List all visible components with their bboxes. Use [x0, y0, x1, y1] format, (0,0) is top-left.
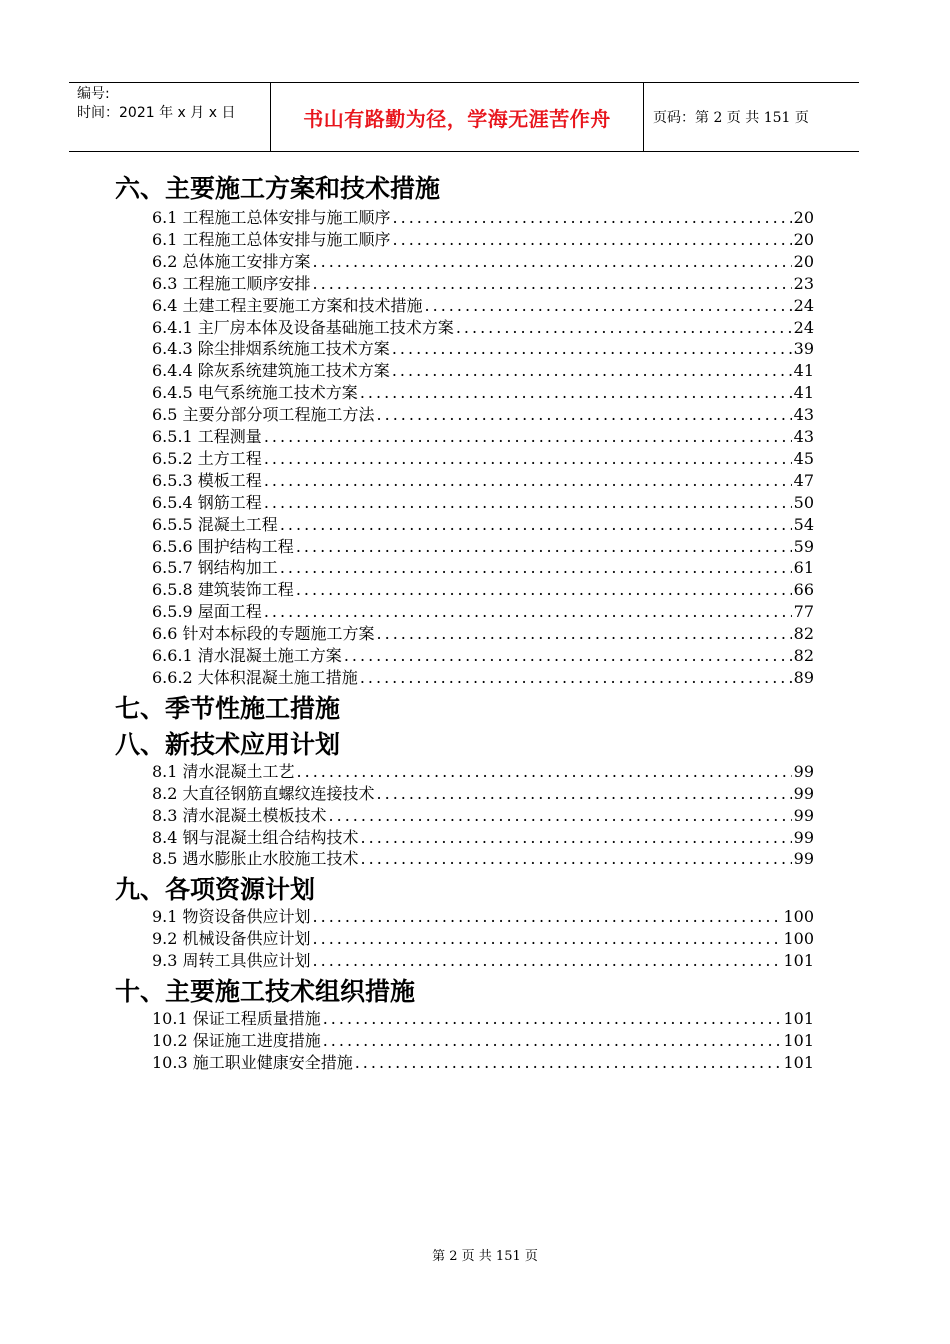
toc-entry[interactable] [152, 1007, 814, 1029]
toc-chapter-heading: 六、主要施工方案和技术措施 [115, 174, 441, 203]
toc-dot-leader [264, 471, 792, 491]
toc-entry[interactable] [152, 666, 814, 688]
toc-chapter-heading: 十、主要施工技术组织措施 [115, 977, 416, 1006]
toc-entry-title: 6.5.8 建筑装饰工程 [152, 580, 294, 600]
toc-dot-leader [425, 296, 792, 316]
toc-entry[interactable] [152, 491, 814, 513]
toc-entry-title: 6.6 针对本标段的专题施工方案 [152, 624, 375, 644]
toc-entry-title: 6.3 工程施工顺序安排 [152, 273, 311, 293]
toc-entry-page: 99 [793, 849, 814, 869]
toc-entry-page: 101 [783, 951, 814, 971]
toc-dot-leader [264, 449, 792, 469]
toc-entry-title: 8.1 清水混凝土工艺 [152, 761, 295, 781]
toc-dot-leader [392, 339, 792, 359]
toc-entry[interactable] [152, 316, 814, 338]
document-number-label: 编号: [77, 86, 110, 102]
toc-entry-title: 10.3 施工职业健康安全措施 [152, 1052, 353, 1072]
toc-entry-page: 101 [783, 1030, 814, 1050]
toc-entry-page: 101 [783, 1009, 814, 1028]
toc-entry[interactable] [152, 403, 814, 425]
toc-dot-leader [313, 929, 782, 949]
toc-entry-title: 6.4.1 主厂房本体及设备基础施工技术方案 [152, 317, 454, 337]
toc-dot-leader [323, 1031, 782, 1051]
toc-entry-page: 66 [793, 580, 814, 600]
toc-entry-page: 41 [793, 383, 814, 403]
toc-dot-leader [456, 318, 792, 338]
toc-entry-page: 20 [793, 251, 814, 271]
toc-entry-title: 8.5 遇水膨胀止水胶施工技术 [152, 849, 359, 869]
toc-entry[interactable] [152, 847, 814, 869]
toc-entry[interactable] [152, 1029, 814, 1051]
toc-entry[interactable] [152, 782, 814, 804]
toc-entry-page: 77 [793, 602, 814, 622]
toc-entry-title: 6.6.2 大体积混凝土施工措施 [152, 667, 358, 687]
toc-entry-title: 6.5.3 模板工程 [152, 470, 262, 490]
toc-entry[interactable] [152, 644, 814, 666]
toc-entry-title: 6.5 主要分部分项工程施工方法 [152, 405, 375, 425]
toc-entry-page: 50 [793, 492, 814, 512]
toc-entry[interactable] [152, 578, 814, 600]
toc-entry-page: 100 [783, 929, 814, 949]
toc-entry-page: 24 [793, 317, 814, 337]
toc-dot-leader [313, 274, 792, 294]
toc-entry-page: 41 [793, 361, 814, 381]
toc-entry-page: 101 [783, 1052, 814, 1072]
toc-entry[interactable] [152, 760, 814, 782]
toc-entry-page: 100 [783, 907, 814, 927]
toc-entry-page: 20 [793, 208, 814, 227]
toc-entry-page: 43 [793, 405, 814, 425]
toc-dot-leader [296, 537, 792, 557]
toc-entry-title: 6.5.6 围护结构工程 [152, 536, 294, 556]
toc-entry[interactable] [152, 228, 814, 250]
toc-dot-leader [377, 784, 792, 804]
toc-entry-title: 6.2 总体施工安排方案 [152, 251, 311, 271]
toc-entry-title: 6.4.5 电气系统施工技术方案 [152, 383, 358, 403]
toc-entry[interactable] [152, 294, 814, 316]
toc-entry-title: 6.1 工程施工总体安排与施工顺序 [152, 229, 391, 249]
toc-entry-page: 24 [793, 295, 814, 315]
toc-entry-page: 61 [793, 558, 814, 578]
toc-entry[interactable] [152, 381, 814, 403]
toc-dot-leader [280, 558, 792, 578]
toc-entry-title: 9.3 周转工具供应计划 [152, 951, 311, 971]
toc-entry-page: 39 [793, 339, 814, 359]
toc-entry-title: 6.5.9 屋面工程 [152, 602, 262, 622]
toc-entry-page: 89 [793, 667, 814, 687]
toc-entry-page: 20 [793, 229, 814, 249]
toc-chapter-heading: 七、季节性施工措施 [115, 693, 341, 723]
toc-entry-title: 9.1 物资设备供应计划 [152, 907, 311, 927]
toc-dot-leader [377, 405, 792, 425]
header-motto: 书山有路勤为径，学海无涯苦作舟 [303, 106, 611, 131]
toc-dot-leader [313, 252, 792, 272]
toc-entry-title: 6.1 工程施工总体安排与施工顺序 [152, 208, 391, 227]
toc-dot-leader [313, 907, 782, 927]
toc-dot-leader [392, 361, 792, 381]
toc-entry[interactable] [152, 826, 814, 848]
document-time-label: 时间：2021 年 x 月 x 日 [77, 105, 236, 121]
toc-entry[interactable] [152, 337, 814, 359]
toc-entry-page: 82 [793, 646, 814, 665]
toc-entry-page: 99 [793, 761, 814, 781]
toc-dot-leader [360, 668, 792, 688]
toc-entry[interactable] [152, 556, 814, 578]
toc-dot-leader [360, 383, 792, 403]
toc-dot-leader [280, 515, 792, 535]
toc-entry[interactable] [152, 447, 814, 469]
toc-dot-leader [329, 806, 792, 826]
toc-entry-title: 6.5.2 土方工程 [152, 448, 262, 468]
toc-entry[interactable] [152, 272, 814, 294]
toc-entry-page: 99 [793, 827, 814, 847]
toc-entry-page: 47 [793, 470, 814, 490]
toc-entry-title: 6.4 土建工程主要施工方案和技术措施 [152, 295, 423, 315]
toc-dot-leader [377, 624, 792, 644]
toc-entry-title: 8.4 钢与混凝土组合结构技术 [152, 827, 359, 847]
toc-entry-title: 10.2 保证施工进度措施 [152, 1030, 321, 1050]
toc-entry[interactable] [152, 600, 814, 622]
toc-dot-leader [297, 762, 792, 782]
toc-entry-title: 6.5.1 工程测量 [152, 427, 262, 446]
toc-entry-page: 82 [793, 624, 814, 644]
header-meta [77, 85, 267, 123]
toc-entry-title: 9.2 机械设备供应计划 [152, 929, 311, 949]
page-footer: 第 2 页 共 151 页 [432, 1249, 538, 1264]
toc-dot-leader [344, 646, 792, 666]
toc-dot-leader [361, 828, 792, 848]
toc-dot-leader [264, 602, 792, 622]
toc-entry-page: 23 [793, 273, 814, 293]
toc-entry-page: 99 [793, 783, 814, 803]
toc-entry[interactable] [152, 804, 814, 826]
toc-entry[interactable] [152, 425, 814, 447]
toc-entry-title: 6.4.4 除灰系统建筑施工技术方案 [152, 361, 390, 381]
toc-entry-title: 6.6.1 清水混凝土施工方案 [152, 646, 342, 665]
toc-chapter-heading: 九、各项资源计划 [115, 875, 316, 905]
toc-entry[interactable] [152, 949, 814, 971]
toc-entry[interactable] [152, 206, 814, 228]
toc-dot-leader [361, 849, 792, 869]
toc-entry[interactable] [152, 469, 814, 491]
toc-entry-title: 6.5.5 混凝土工程 [152, 514, 278, 534]
toc-entry[interactable] [152, 927, 814, 949]
toc-entry[interactable] [152, 513, 814, 535]
header-page-number: 页码：第 2 页 共 151 页 [653, 110, 809, 126]
toc-entry-title: 8.2 大直径钢筋直螺纹连接技术 [152, 783, 375, 803]
toc-entry-title: 8.3 清水混凝土模板技术 [152, 805, 327, 825]
toc-entry-page: 43 [793, 427, 814, 446]
toc-entry[interactable] [152, 535, 814, 557]
toc-entry[interactable] [152, 905, 814, 927]
toc-dot-leader [264, 427, 792, 447]
toc-entry-page: 59 [793, 536, 814, 556]
toc-dot-leader [393, 230, 792, 250]
toc-dot-leader [393, 208, 792, 228]
toc-entry[interactable] [152, 359, 814, 381]
header-divider [643, 83, 644, 151]
toc-chapter-heading: 八、新技术应用计划 [115, 729, 341, 759]
toc-entry-title: 6.5.4 钢筋工程 [152, 492, 262, 512]
toc-dot-leader [296, 580, 792, 600]
page-header [69, 82, 859, 152]
toc-entry-page: 45 [793, 448, 814, 468]
toc-dot-leader [264, 493, 792, 513]
toc-dot-leader [313, 951, 782, 971]
toc-entry-page: 99 [793, 805, 814, 825]
toc-entry[interactable] [152, 1051, 814, 1073]
toc-entry-title: 6.4.3 除尘排烟系统施工技术方案 [152, 339, 390, 359]
toc-entry-title: 10.1 保证工程质量措施 [152, 1009, 321, 1028]
toc-entry[interactable] [152, 250, 814, 272]
toc-dot-leader [355, 1053, 782, 1073]
toc-entry-page: 54 [793, 514, 814, 534]
toc-entry[interactable] [152, 622, 814, 644]
toc-dot-leader [323, 1009, 782, 1029]
toc-entry-title: 6.5.7 钢结构加工 [152, 558, 278, 578]
